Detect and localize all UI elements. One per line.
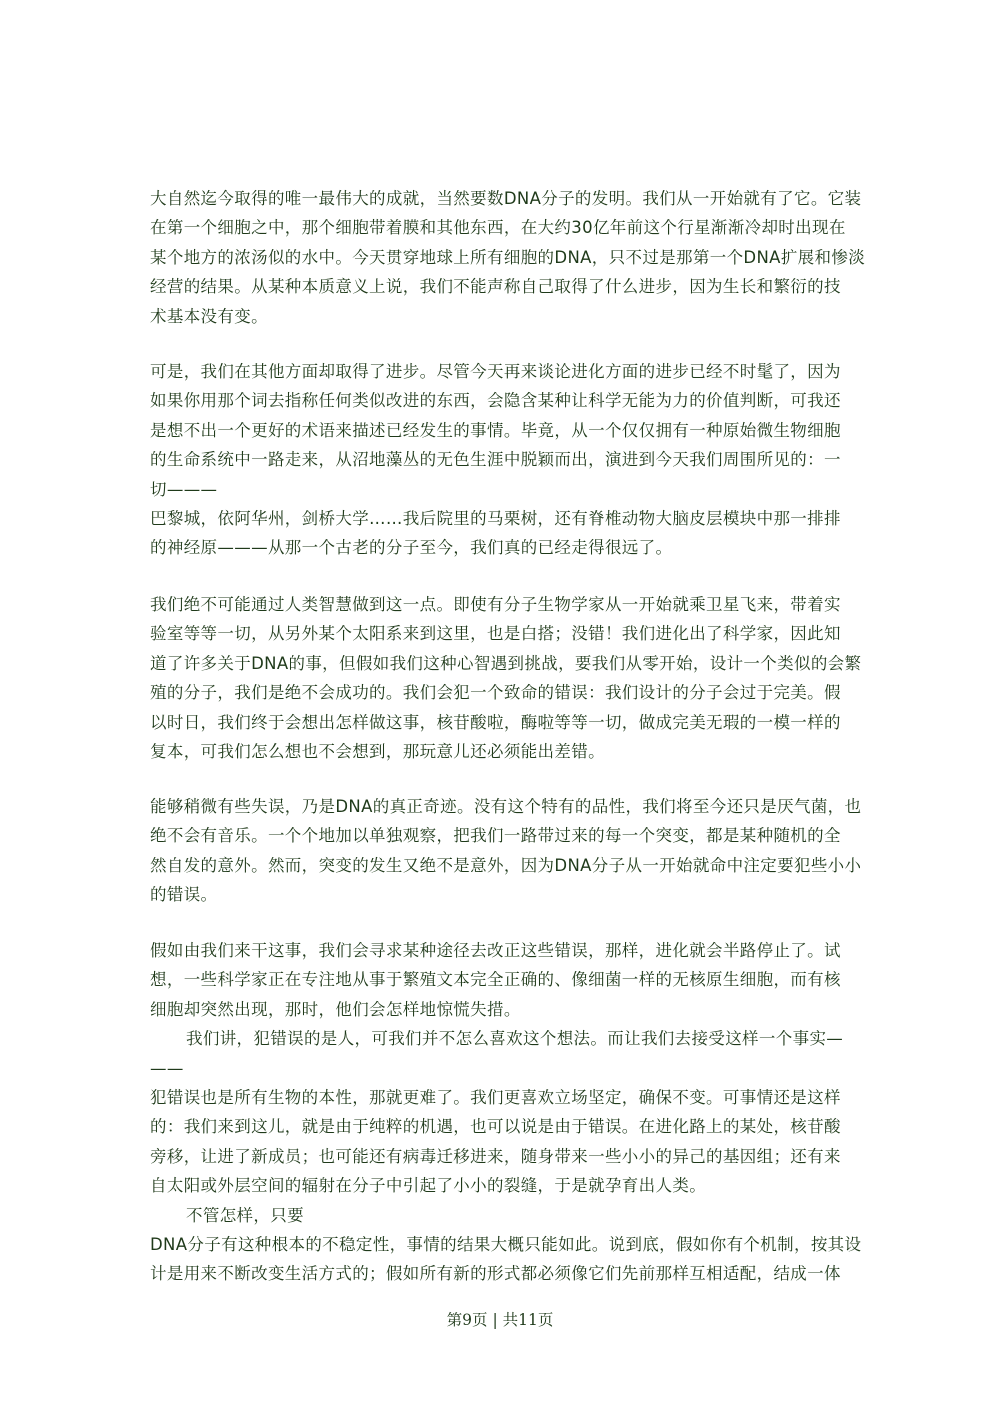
text-line: 我们讲，犯错误的是人，可我们并不怎么喜欢这个想法。而让我们去接受这样一个事实— (186, 1029, 844, 1049)
paragraph-3 (150, 590, 862, 766)
text-line: 道了许多关于DNA的事，但假如我们这种心智遇到挑战，要我们从零开始，设计一个类似的会繁 (150, 653, 862, 673)
text-line: 如果你用那个词去指称任何类似改进的东西，会隐含某种让科学无能为力的价值判断，可我还 (150, 391, 841, 411)
text-line: 旁移，让进了新成员；也可能还有病毒迁移进来，随身带来一些小小的异己的基因组；还有来 (150, 1146, 841, 1166)
text-line: 切——— (150, 479, 218, 499)
text-line: 计是用来不断改变生活方式的；假如所有新的形式都必须像它们先前那样互相适配，结成一体 (150, 1264, 841, 1284)
text-line: 的生命系统中一路走来，从沼地藻丛的无色生涯中脱颖而出，演进到今天我们周围所见的：一 (150, 450, 841, 470)
text-line: 我们绝不可能通过人类智慧做到这一点。即使有分子生物学家从一开始就乘卫星飞来，带着实 (150, 595, 841, 614)
text-line: 某个地方的浓汤似的水中。今天贯穿地球上所有细胞的DNA，只不过是那第一个DNA扩展和惨淡 (150, 247, 866, 267)
text-line: 能够稍微有些失误，乃是DNA的真正奇迹。没有这个特有的品性，我们将至今还只是厌气菌，也 (150, 797, 862, 816)
text-line: 的：我们来到这儿，就是由于纯粹的机遇，也可以说是由于错误。在进化路上的某处，核苷酸 (150, 1117, 841, 1137)
text-line: 术基本没有变。 (150, 306, 268, 326)
text-line: 绝不会有音乐。一个个地加以单独观察，把我们一路带过来的每一个突变，都是某种随机的全 (150, 826, 841, 846)
text-line: 在第一个细胞之中，那个细胞带着膜和其他东西，在大约30亿年前这个行星渐渐冷却时出现在 (150, 218, 846, 238)
paragraph-4 (150, 792, 862, 910)
paragraph-5 (150, 936, 862, 1289)
text-line: 复本，可我们怎么想也不会想到，那玩意儿还必须能出差错。 (150, 741, 605, 761)
text-line: 巴黎城，依阿华州，剑桥大学……我后院里的马栗树，还有脊椎动物大脑皮层模块中那一排排 (150, 508, 841, 528)
text-line: 不管怎样，只要 (186, 1205, 304, 1225)
text-line: 细胞却突然出现，那时，他们会怎样地惊慌失措。 (150, 999, 521, 1019)
text-line: 可是，我们在其他方面却取得了进步。尽管今天再来谈论进化方面的进步已经不时髦了，因为 (150, 362, 841, 381)
text-line: 犯错误也是所有生物的本性，那就更难了。我们更喜欢立场坚定，确保不变。可事情还是这样 (150, 1087, 841, 1107)
text-line: 自太阳或外层空间的辐射在分子中引起了小小的裂缝，于是就孕育出人类。 (150, 1176, 707, 1196)
text-line: —— (150, 1058, 184, 1078)
text-line: 然自发的意外。然而，突变的发生又绝不是意外，因为DNA分子从一开始就命中注定要犯些小小 (150, 855, 862, 875)
text-line: 验室等等一切，从另外某个太阳系来到这里，也是白搭；没错！我们进化出了科学家，因此知 (150, 624, 841, 644)
paragraph-1 (150, 184, 866, 331)
text-line: 是想不出一个更好的术语来描述已经发生的事情。毕竟，从一个仅仅拥有一种原始微生物细胞 (150, 420, 841, 440)
text-line: 假如由我们来干这事，我们会寻求某种途径去改正这些错误，那样，进化就会半路停止了。试 (150, 941, 841, 960)
text-line: 想，一些科学家正在专注地从事于繁殖文本完全正确的、像细菌一样的无核原生细胞，而有核 (150, 970, 841, 990)
text-line: 殖的分子，我们是绝不会成功的。我们会犯一个致命的错误：我们设计的分子会过于完美。假 (150, 683, 841, 703)
page-number: 第9页 | 共11页 (446, 1311, 554, 1329)
paragraph-2 (150, 357, 848, 563)
text-line: 经营的结果。从某种本质意义上说，我们不能声称自己取得了什么进步，因为生长和繁衍的技 (150, 277, 841, 297)
text-line: 的神经原———从那一个古老的分子至今，我们真的已经走得很远了。 (150, 538, 673, 558)
text-line: 的错误。 (150, 885, 218, 905)
text-line: DNA分子有这种根本的不稳定性，事情的结果大概只能如此。说到底，假如你有个机制，按其设 (150, 1234, 862, 1254)
text-line: 大自然迄今取得的唯一最伟大的成就，当然要数DNA分子的发明。我们从一开始就有了它。它装 (150, 189, 862, 208)
page-footer (0, 1308, 1000, 1330)
text-line: 以时日，我们终于会想出怎样做这事，核苷酸啦，酶啦等等一切，做成完美无瑕的一模一样的 (150, 712, 841, 732)
